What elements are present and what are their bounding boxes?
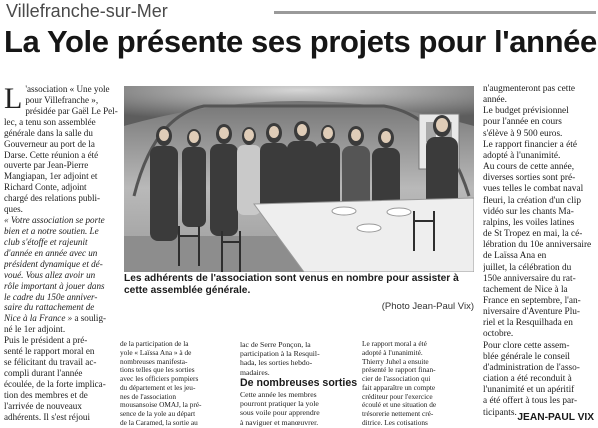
article-column-4	[362, 340, 474, 428]
paragraph-finances	[362, 340, 474, 428]
text-line: d'année en année avec un	[4, 247, 98, 258]
text-line: de Laïssa Ana en	[483, 251, 547, 262]
text-line: Mangiapan, 1er adjoint et	[4, 171, 98, 182]
text-line: fleuri, la création d'un clip	[483, 195, 581, 206]
text-line: adopté à l'unanimité.	[362, 348, 423, 357]
text-line: bien et a notre soutien. Le	[4, 225, 99, 236]
text-line: club s'étoffe et rajeunit	[4, 236, 88, 247]
text-line: Richard Conte, adjoint	[4, 182, 87, 193]
text-line: Puis le président a pré-	[4, 335, 88, 346]
paragraph-participation	[120, 340, 235, 428]
text-line: présenté le rapport finan-	[362, 366, 436, 375]
text-line: avec les officiers pompiers	[120, 375, 199, 384]
text-line: vues telles le combat naval	[483, 184, 584, 195]
text-line: yole « Laïssa Ana » à de	[120, 348, 192, 357]
text-line: s'élève à 9 500 euros.	[483, 128, 563, 139]
text-line: fait apparaître un compte	[362, 383, 436, 392]
paragraph-closing	[483, 341, 596, 419]
text-line: chargé des relations publi-	[4, 193, 101, 204]
text-line: hada, les sorties hebdo-	[240, 358, 313, 368]
paragraph-activities	[240, 340, 360, 377]
text-line: du département et les jeu-	[120, 383, 196, 392]
text-line: blée générale le conseil	[483, 351, 570, 362]
article-headline: La Yole présente ses projets pour l'année	[4, 24, 597, 59]
quote-end: Nice à la France »	[4, 313, 73, 324]
text-line: compli durant l'année	[4, 367, 83, 378]
text-line: présidée par Gaël Le Pel-	[25, 105, 118, 116]
text-line: senté le rapport moral en	[4, 346, 95, 357]
text-line: vidéo sur les chants Ma-	[483, 206, 574, 217]
text-line: nombreuses manifesta-	[120, 357, 188, 366]
text-line: créditeur pour l'exercice	[362, 392, 433, 401]
text-line: madaires.	[240, 367, 270, 377]
kicker	[6, 0, 596, 22]
text-line: pour l'année en cours	[483, 117, 562, 128]
dropcap: L	[4, 82, 23, 115]
text-line: lébration du 10e anniversaire	[483, 240, 592, 251]
text-line: Darse. Cette réunion a été	[4, 149, 99, 160]
text-line	[4, 313, 119, 324]
text-line: n'augmenteront pas cette	[483, 84, 576, 94]
text-line: de la Caramed, la sortie au	[120, 418, 198, 427]
text-line: riel et la Resquilhada en	[483, 318, 573, 329]
text-line: Le budget prévisionnel	[483, 106, 569, 117]
text-line: écoulée, de la forte implica-	[4, 378, 106, 389]
text-line: année.	[483, 95, 508, 106]
text-line: d'administration de l'asso-	[483, 362, 580, 373]
text-line: pourront pratiquer la yole	[240, 399, 319, 409]
text-line: l'unanimité et un apéritif	[483, 385, 575, 396]
text-line: le cadre du 150e anniver-	[4, 291, 98, 302]
text-line: octobre.	[483, 329, 514, 340]
text-line: lac de Serre Ponçon, la	[240, 340, 311, 349]
text-line: tachement de Nice à la	[483, 284, 568, 295]
text-line: lec, a tenu son assemblée	[4, 116, 96, 127]
paragraph-cotisations	[483, 84, 596, 106]
text-line: ciation a été reconduit à	[483, 374, 572, 385]
photo-caption: Les adhérents de l'association sont venus en nombre pour assister à cette assemblée générale.	[124, 273, 459, 296]
article-column-1	[4, 84, 119, 423]
article-photo	[124, 86, 474, 272]
text-line: écoulé et une situation de	[362, 401, 437, 410]
text-line: de la participation de la	[120, 340, 189, 348]
section-kicker: Villefranche-sur-Mer	[6, 1, 168, 21]
text-line: « Votre association se porte	[4, 215, 105, 226]
text-line: juillet, la célébration du	[483, 262, 572, 273]
text-line: générale dans la salle du	[4, 127, 93, 138]
paragraph-budget	[483, 106, 596, 162]
text-line: cier de l'association qui	[362, 375, 431, 384]
text-line: ditrice. Les cotisations	[362, 418, 428, 427]
text-line: rôle important à jouer dans	[4, 280, 105, 291]
paragraph-report	[4, 335, 119, 422]
text-line: participation à la Resquil-	[240, 349, 320, 359]
attribution: a soulig-	[72, 313, 107, 324]
text-line: Gouverneur au port de la	[4, 138, 95, 149]
paragraph-sailing	[240, 390, 360, 427]
text-line: ticipants.	[483, 407, 517, 418]
text-line: à naviguer et manœuvrer.	[240, 417, 319, 427]
text-line: ouverte par Jean-Pierre	[4, 160, 89, 171]
text-line: adhérents. Il s'est réjoui	[4, 411, 90, 422]
text-line: 150e anniversaire du rat-	[483, 273, 576, 284]
text-line: adopté à l'unanimité.	[483, 150, 561, 161]
text-line: l'arrivée de nouveaux	[4, 400, 82, 411]
text-line: trésorerie nettement cré-	[362, 410, 434, 419]
text-line: Pour clore cette assem-	[483, 340, 570, 351]
text-line: voué. Vous allez avoir un	[4, 269, 96, 280]
text-line: né le 1er adjoint.	[4, 324, 66, 335]
article-column-5	[483, 84, 596, 419]
paragraph-events	[483, 162, 596, 341]
text-line: 'association « Une yole	[25, 84, 110, 94]
text-line: ralpins, les voiles latines	[483, 217, 575, 228]
text-line: Cette année les membres	[240, 389, 317, 399]
article-column-3	[240, 340, 360, 427]
text-line: Le rapport moral a été	[362, 340, 427, 348]
text-line: se félicitant du travail ac-	[4, 357, 97, 368]
text-line: diverses sorties sont pré-	[483, 173, 576, 184]
byline: JEAN-PAUL VIX	[517, 412, 594, 423]
photo-credit: (Photo Jean-Paul Vix)	[381, 301, 474, 312]
text-line: nes de l'association	[120, 392, 177, 401]
text-line: président dynamique et dé-	[4, 258, 103, 269]
text-line: ques.	[4, 204, 23, 215]
text-line: de St Tropez en mai, la cé-	[483, 229, 583, 240]
subhead: De nombreuses sorties	[240, 376, 358, 389]
text-line: Le rapport financier a été	[483, 139, 577, 150]
text-line: Au cours de cette année,	[483, 162, 575, 173]
text-line: tion des membres et de	[4, 389, 88, 400]
text-line: sence de la yole au départ	[120, 410, 196, 419]
kicker-rule	[274, 11, 596, 14]
text-line: France en septembre, l'an-	[483, 295, 581, 306]
text-line: mousansoise OMAJ, la pré-	[120, 401, 202, 410]
text-line: saire du rattachement de	[4, 302, 95, 313]
article-column-2	[120, 340, 235, 428]
quote-paragraph	[4, 215, 119, 335]
text-line: tions telles que les sorties	[120, 366, 195, 375]
text-line: pour Villefranche »,	[25, 94, 99, 105]
text-line: sous voile pour apprendre	[240, 408, 320, 418]
text-line: Thierry Juhel a ensuite	[362, 357, 429, 366]
paragraph-intro	[4, 84, 119, 215]
text-line: a été offert à tous les par-	[483, 396, 578, 407]
text-line: niversaire d'Aventure Plu-	[483, 307, 581, 318]
